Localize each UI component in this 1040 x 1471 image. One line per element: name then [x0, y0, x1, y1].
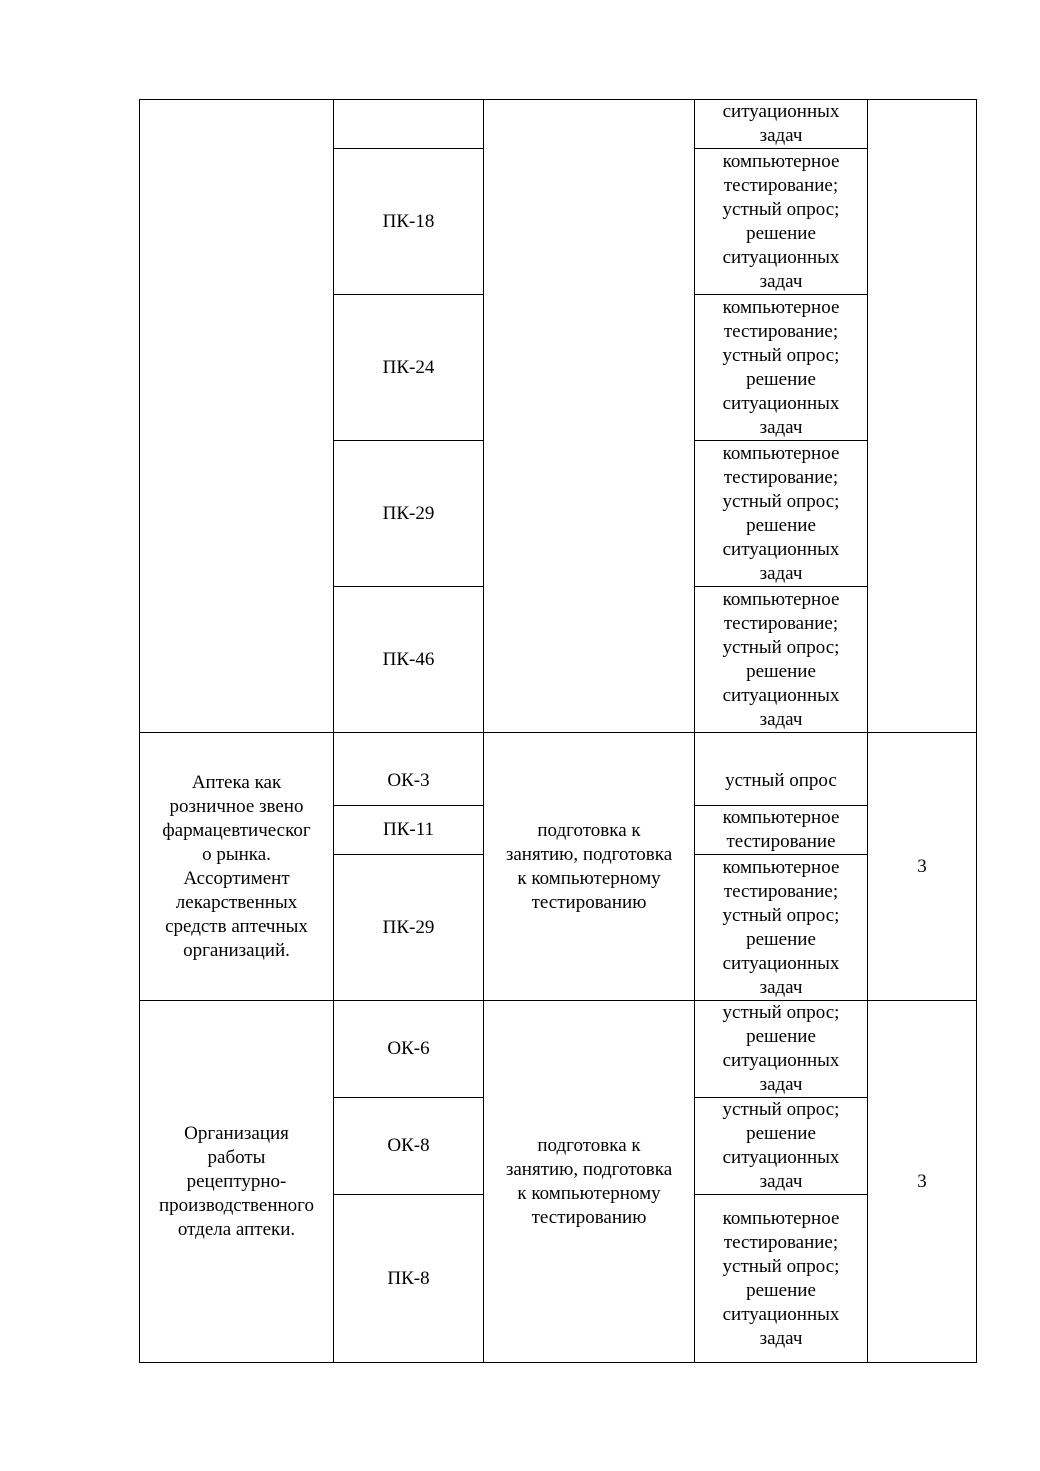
competency-code-cell: ПК-29 — [334, 441, 484, 587]
competency-code-cell: ПК-11 — [334, 806, 484, 855]
table-row — [140, 733, 977, 806]
control-form-cell: ситуационных задач — [695, 100, 868, 149]
competency-table — [139, 99, 977, 1363]
competency-code-cell — [334, 100, 484, 149]
control-form-cell: компьютерное тестирование; устный опрос; решение ситуационных задач — [695, 441, 868, 587]
independent-work-cell: подготовка к занятию, подготовка к компьютерному тестированию — [484, 1001, 695, 1363]
independent-work-cell: подготовка к занятию, подготовка к компьютерному тестированию — [484, 733, 695, 1001]
control-form-cell: компьютерное тестирование; устный опрос; решение ситуационных задач — [695, 1195, 868, 1363]
control-form-cell: устный опрос — [695, 733, 868, 806]
control-form-cell: компьютерное тестирование; устный опрос; решение ситуационных задач — [695, 149, 868, 295]
topic-cell: Организация работы рецептурно- производственного отдела аптеки. — [140, 1001, 334, 1363]
hours-cell: 3 — [868, 1001, 977, 1363]
hours-cell — [868, 100, 977, 733]
control-form-cell: компьютерное тестирование — [695, 806, 868, 855]
competency-code-cell: ПК-24 — [334, 295, 484, 441]
control-form-cell: компьютерное тестирование; устный опрос; решение ситуационных задач — [695, 855, 868, 1001]
independent-work-cell — [484, 100, 695, 733]
competency-code-cell: ОК-8 — [334, 1098, 484, 1195]
competency-code-cell: ОК-3 — [334, 733, 484, 806]
table-row — [140, 1001, 977, 1098]
competency-code-cell: ПК-46 — [334, 587, 484, 733]
control-form-cell: устный опрос; решение ситуационных задач — [695, 1001, 868, 1098]
hours-cell: 3 — [868, 733, 977, 1001]
competency-code-cell: ПК-29 — [334, 855, 484, 1001]
competency-code-cell: ПК-18 — [334, 149, 484, 295]
competency-code-cell: ОК-6 — [334, 1001, 484, 1098]
control-form-cell: компьютерное тестирование; устный опрос; решение ситуационных задач — [695, 295, 868, 441]
control-form-cell: компьютерное тестирование; устный опрос; решение ситуационных задач — [695, 587, 868, 733]
topic-cell — [140, 100, 334, 733]
competency-code-cell: ПК-8 — [334, 1195, 484, 1363]
topic-cell: Аптека как розничное звено фармацевтическог о рынка. Ассортимент лекарственных средств аптечных организаций. — [140, 733, 334, 1001]
control-form-cell: устный опрос; решение ситуационных задач — [695, 1098, 868, 1195]
table-row — [140, 100, 977, 149]
